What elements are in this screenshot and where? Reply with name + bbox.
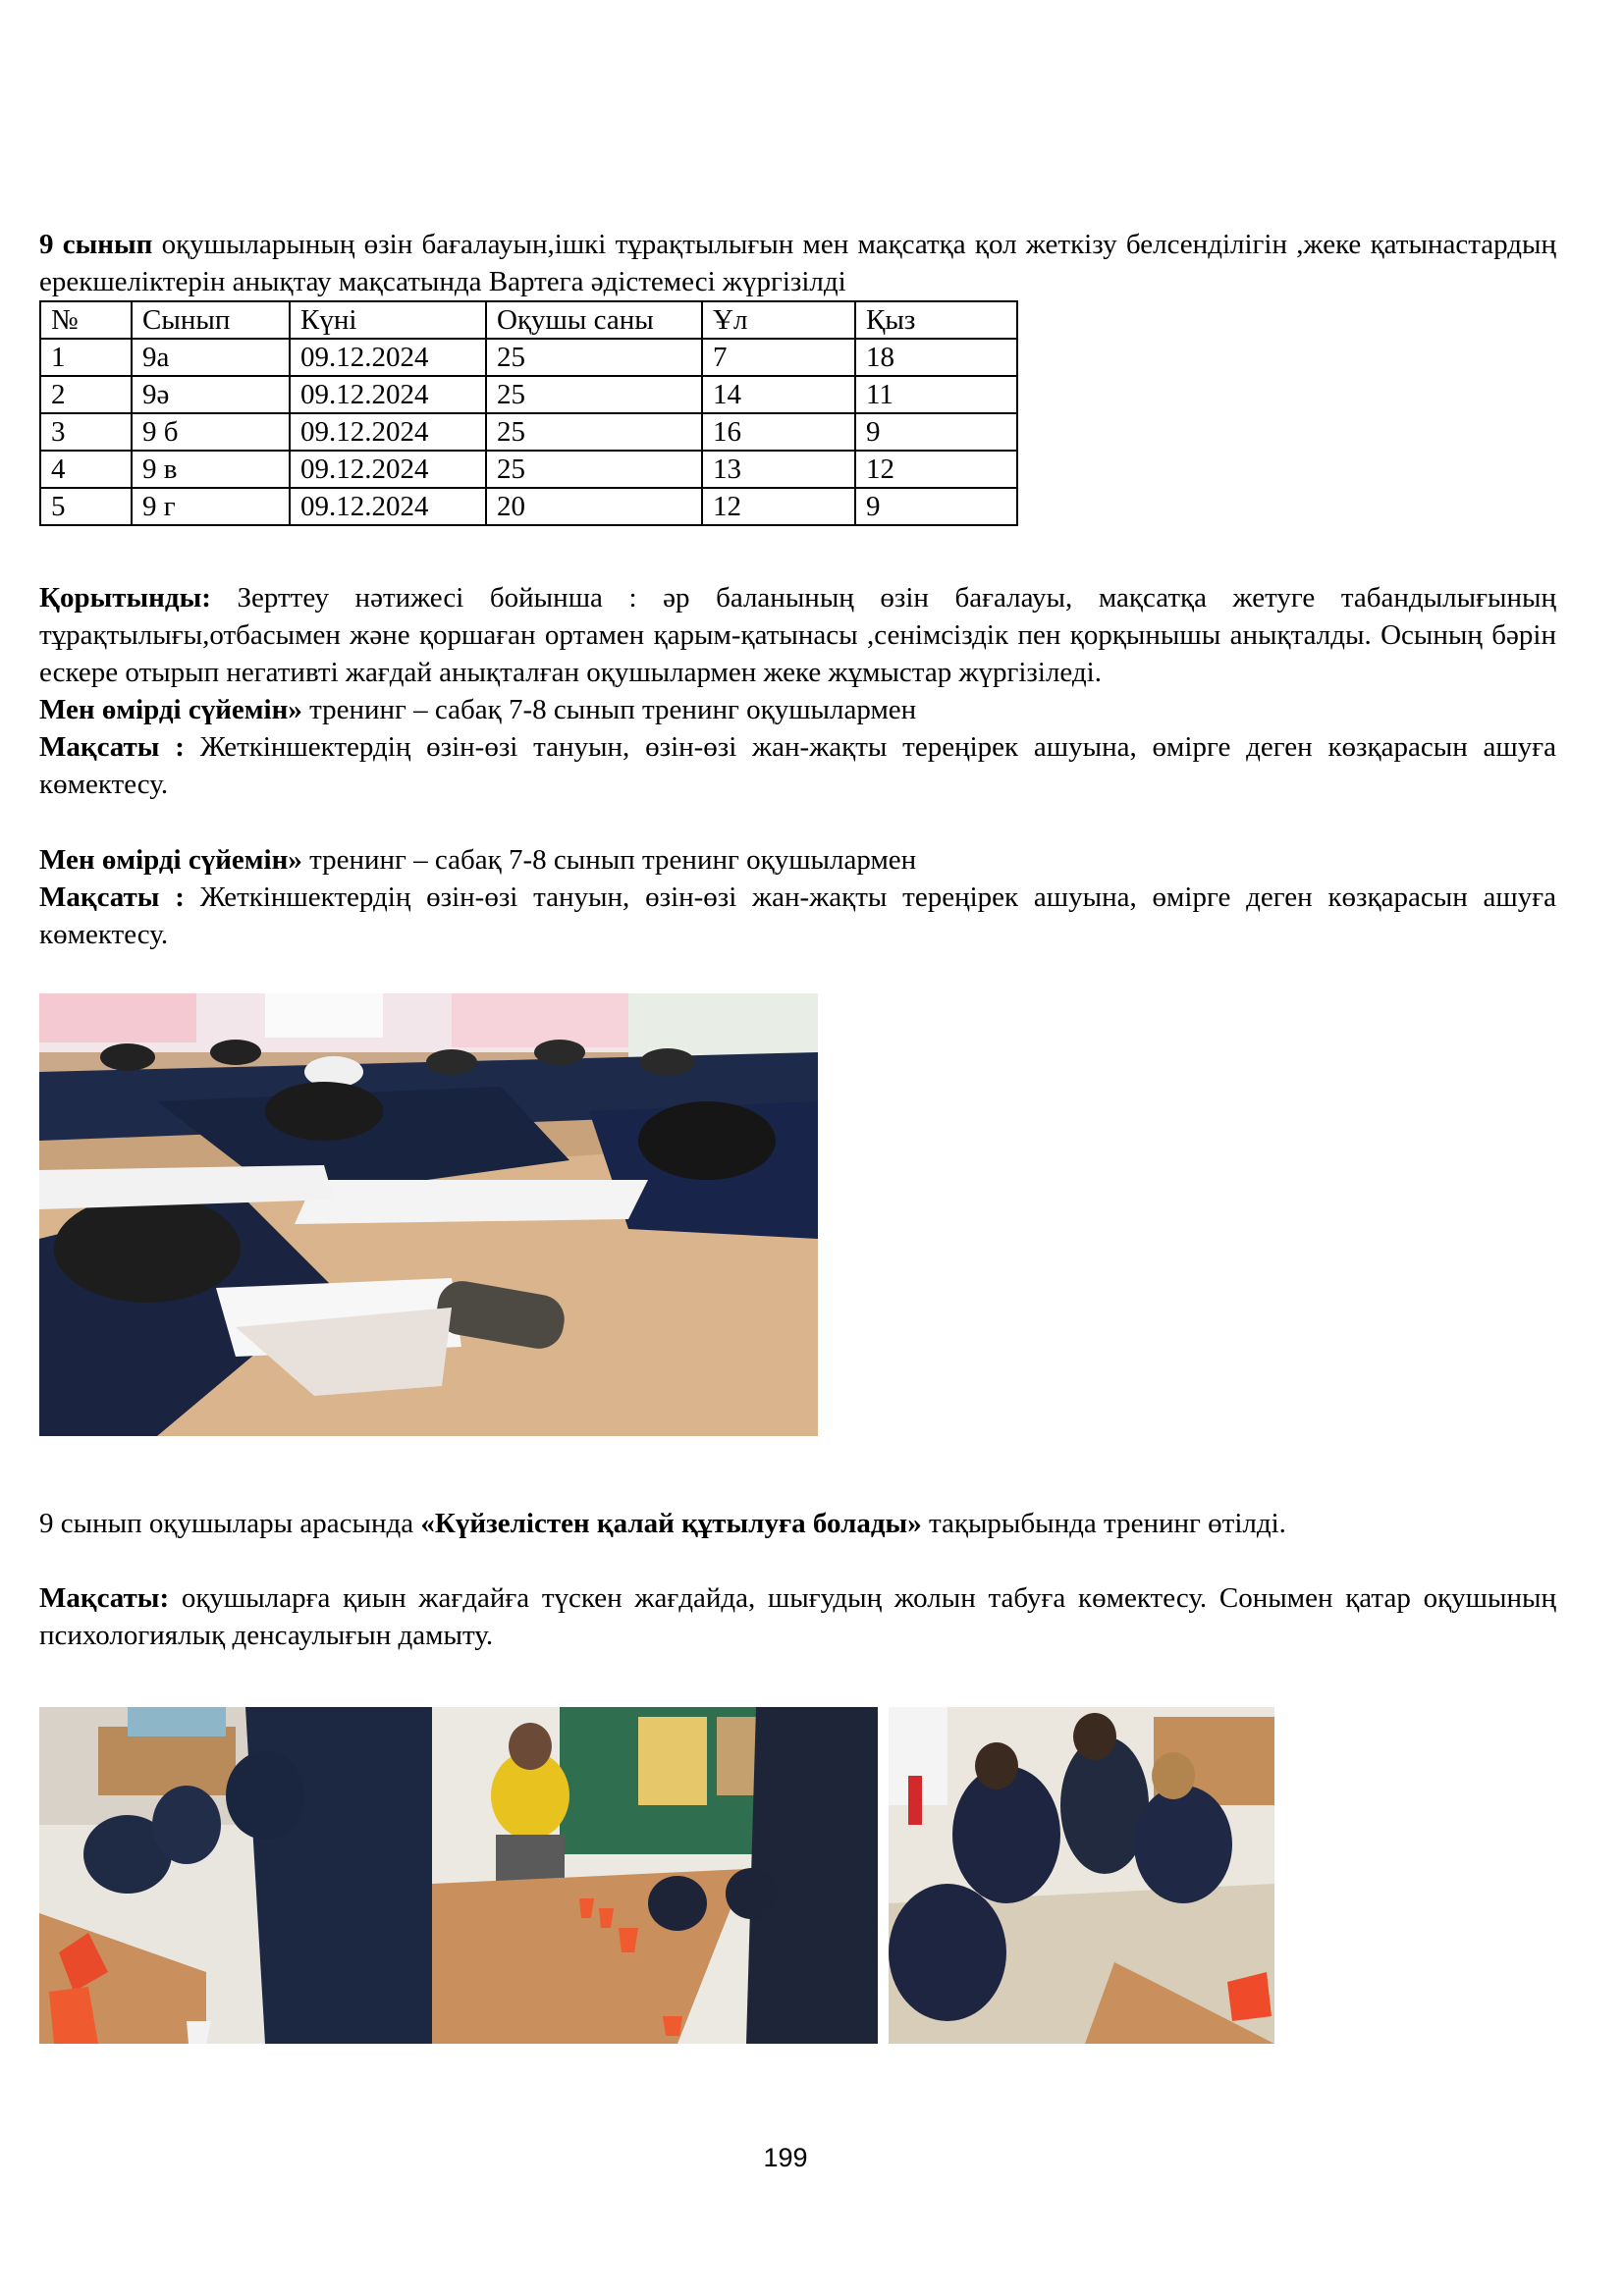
training2-title-bold: Мен өмірді сүйемін» [39,844,302,876]
table-cell: 3 [40,413,132,451]
stress-goal-paragraph [39,1579,1556,1654]
table-cell: 20 [486,488,702,525]
stress-training-topic: «Күйзелістен қалай құтылуға болады» [420,1508,922,1539]
table-cell: 09.12.2024 [290,339,486,376]
table-cell: 18 [855,339,1017,376]
header-cell: Оқушы саны [486,301,702,339]
stress-training-prefix: 9 сынып оқушылары арасында [39,1508,421,1539]
table-cell: 09.12.2024 [290,488,486,525]
conclusion-paragraph [39,579,1556,691]
table-cell: 2 [40,376,132,413]
training1-goal-text: Жеткіншектердің өзін-өзі тануын, өзін-өзі жан-жақты тереңірек ашуына, өмірге деген көзқарасын ашуға көмектесу. [39,731,1556,800]
conclusion-text: Зерттеу нәтижесі бойынша : әр баланының өзін бағалауы, мақсатқа жетуге табандылығының тұрақтылығы,отбасымен және қоршаған ортамен қарым-қатынасы ,сенімсіздік пен қорқынышы анықталды. Осының бәрін ескере отырып негативті жағдай анықталған оқушылармен жеке жұмыстар жүргізіледі. [39,582,1556,688]
table-cell: 16 [702,413,855,451]
table-cell: 9 г [132,488,290,525]
training1-title-rest: тренинг – сабақ 7-8 сынып тренинг оқушылармен [301,694,917,725]
table-row [40,376,1017,413]
intro-paragraph [39,226,1556,300]
table-cell: 4 [40,451,132,488]
training1-goal [39,728,1556,803]
cups-activity-photo-3 [889,1707,1274,2044]
intro-bold: 9 сынып [39,229,153,260]
conclusion-label: Қорытынды: [39,582,211,614]
training2-goal-text: Жеткіншектердің өзін-өзі тануын, өзін-өзі жан-жақты тереңірек ашуына, өмірге деген көзқарасын ашуға көмектесу. [39,881,1556,950]
stress-goal-text: оқушыларға қиын жағдайға түскен жағдайда, шығудың жолын табуға көмектесу. Сонымен қатар оқушының психологиялық денсаулығын дамыту. [39,1582,1556,1651]
table-cell: 9 в [132,451,290,488]
table-cell: 9 [855,488,1017,525]
results-table [39,300,1018,526]
table-cell: 25 [486,451,702,488]
table-cell: 7 [702,339,855,376]
page-number: 199 [763,2143,808,2172]
table-row [40,451,1017,488]
header-cell: № [40,301,132,339]
training2-goal-label: Мақсаты : [39,881,185,913]
stress-training-suffix: тақырыбында тренинг өтілді. [921,1508,1286,1539]
table-cell: 13 [702,451,855,488]
training2-title-rest: тренинг – сабақ 7-8 сынып тренинг оқушылармен [301,844,917,876]
table-cell: 5 [40,488,132,525]
training2-title [39,841,1556,879]
table-cell: 09.12.2024 [290,376,486,413]
training1-title-bold: Мен өмірді сүйемін» [39,694,302,725]
header-cell: Сынып [132,301,290,339]
table-cell: 14 [702,376,855,413]
table-row [40,339,1017,376]
intro-text: оқушыларының өзін бағалауын,ішкі тұрақтылығын мен мақсатқа қол жеткізу белсенділігін ,жеке қатынастардың ерекшеліктерін анықтау мақсатында Вартега әдістемесі жүргізілді [39,229,1556,297]
table-cell: 9 [855,413,1017,451]
table-cell: 09.12.2024 [290,413,486,451]
table-row [40,413,1017,451]
table-cell: 9 б [132,413,290,451]
stress-goal-label: Мақсаты: [39,1582,170,1614]
header-cell: Қыз [855,301,1017,339]
table-cell: 11 [855,376,1017,413]
classroom-writing-photo [39,993,818,1436]
table-cell: 9ә [132,376,290,413]
table-header-row [40,301,1017,339]
stress-training-paragraph [39,1505,1556,1542]
cups-activity-photo-2 [432,1707,878,2044]
table-cell: 09.12.2024 [290,451,486,488]
table-row [40,488,1017,525]
table-cell: 25 [486,339,702,376]
training2-goal [39,879,1556,953]
training1-title [39,691,1556,728]
table-cell: 25 [486,413,702,451]
table-cell: 12 [702,488,855,525]
header-cell: Ұл [702,301,855,339]
table-cell: 12 [855,451,1017,488]
header-cell: Күні [290,301,486,339]
training1-goal-label: Мақсаты : [39,731,185,763]
table-cell: 25 [486,376,702,413]
cups-activity-photo-1 [39,1707,432,2044]
table-cell: 1 [40,339,132,376]
table-cell: 9а [132,339,290,376]
